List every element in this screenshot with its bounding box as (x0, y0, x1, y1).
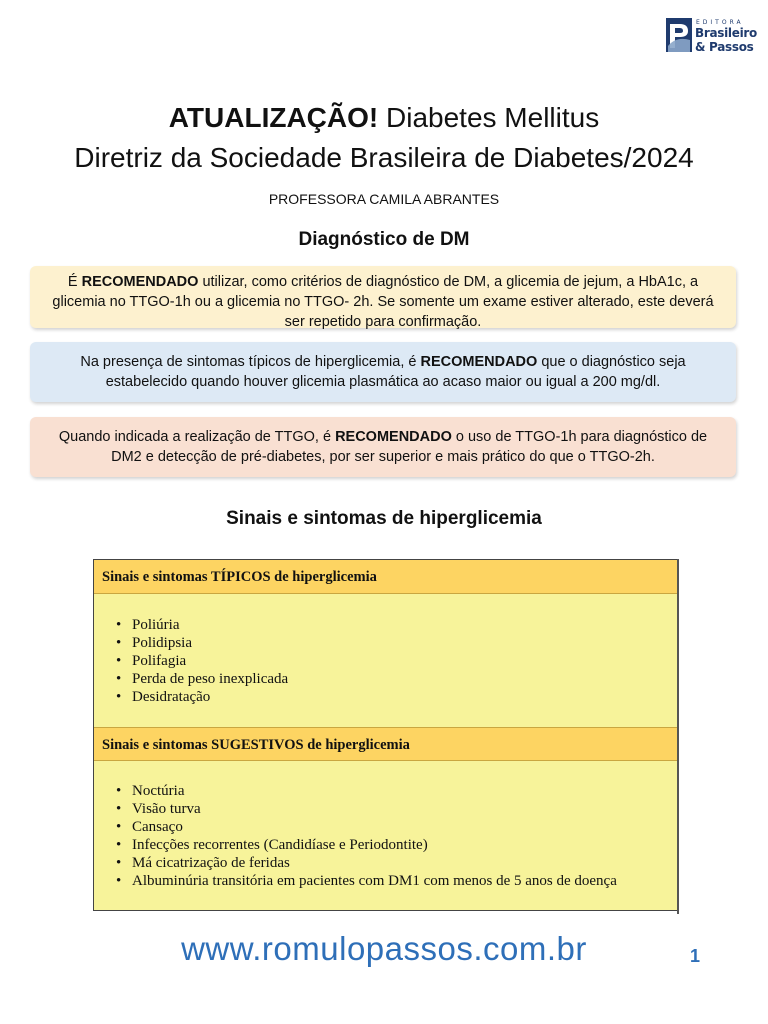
recommendation-text-pre: Quando indicada a realização de TTGO, é (58, 429, 336, 445)
publisher-logo-small-text: EDITORA (696, 19, 744, 26)
typical-symptoms-list (108, 616, 288, 706)
suggestive-symptoms-header: Sinais e sintomas SUGESTIVOS de hiperglicemia (94, 727, 677, 761)
section-heading-diagnosis: Diagnóstico de DM (298, 229, 470, 250)
list-item: • Má cicatrização de feridas (108, 854, 617, 872)
publisher-logo-icon (666, 18, 692, 52)
table-edge-shadow (677, 559, 679, 914)
author-name: PROFESSORA CAMILA ABRANTES (268, 191, 500, 207)
page-title (0, 100, 768, 136)
publisher-logo (666, 18, 756, 54)
list-item: • Polifagia (108, 652, 288, 670)
list-item: • Perda de peso inexplicada (108, 670, 288, 688)
page-number: 1 (690, 946, 701, 966)
page-title-highlight: ATUALIZAÇÃO! (168, 102, 379, 133)
page-title-text: Diabetes Mellitus (378, 102, 600, 133)
list-item: • Albuminúria transitória em pacientes com DM1 com menos de 5 anos de doença (108, 872, 617, 890)
recommendation-keyword: RECOMENDADO (81, 274, 199, 290)
recommendation-text-post: o uso de TTGO-1h para diagnóstico de DM2 e detecção de pré-diabetes, por ser superior e mais prático do que o TTGO-2h. (111, 429, 708, 465)
recommendation-box-ttgo (30, 417, 736, 477)
publisher-logo-line2: & Passos (695, 40, 754, 54)
recommendation-box-symptoms (30, 342, 736, 402)
recommendation-box-criteria (30, 266, 736, 328)
list-item: • Polidipsia (108, 634, 288, 652)
recommendation-text-post: utilizar, como critérios de diagnóstico de DM, a glicemia de jejum, a HbA1c, a glicemia no TTGO-1h ou a glicemia no TTGO- 2h. Se somente um exame estiver alterado, este deverá ser repetido para confirmação. (52, 274, 714, 330)
recommendation-text-post: que o diagnóstico seja estabelecido quando houver glicemia plasmática ao acaso maior ou igual a 200 mg/dl. (105, 354, 686, 390)
list-item: • Desidratação (108, 688, 288, 706)
footer-website-link[interactable]: www.romulopassos.com.br (181, 930, 587, 967)
suggestive-symptoms-list (108, 782, 617, 890)
typical-symptoms-header: Sinais e sintomas TÍPICOS de hiperglicemia (94, 560, 677, 594)
list-item: • Infecções recorrentes (Candidíase e Periodontite) (108, 836, 617, 854)
recommendation-text-pre: É (67, 274, 82, 290)
list-item: • Cansaço (108, 818, 617, 836)
list-item: • Noctúria (108, 782, 617, 800)
list-item: • Visão turva (108, 800, 617, 818)
page-subtitle: Diretriz da Sociedade Brasileira de Diabetes/2024 (74, 142, 694, 173)
recommendation-text-pre: Na presença de sintomas típicos de hiperglicemia, é (80, 354, 421, 370)
list-item: • Poliúria (108, 616, 288, 634)
recommendation-keyword: RECOMENDADO (420, 354, 538, 370)
recommendation-keyword: RECOMENDADO (335, 429, 452, 445)
symptoms-table (93, 559, 678, 911)
section-heading-symptoms: Sinais e sintomas de hiperglicemia (226, 508, 542, 529)
publisher-logo-line1: Brasileiro (695, 26, 757, 40)
